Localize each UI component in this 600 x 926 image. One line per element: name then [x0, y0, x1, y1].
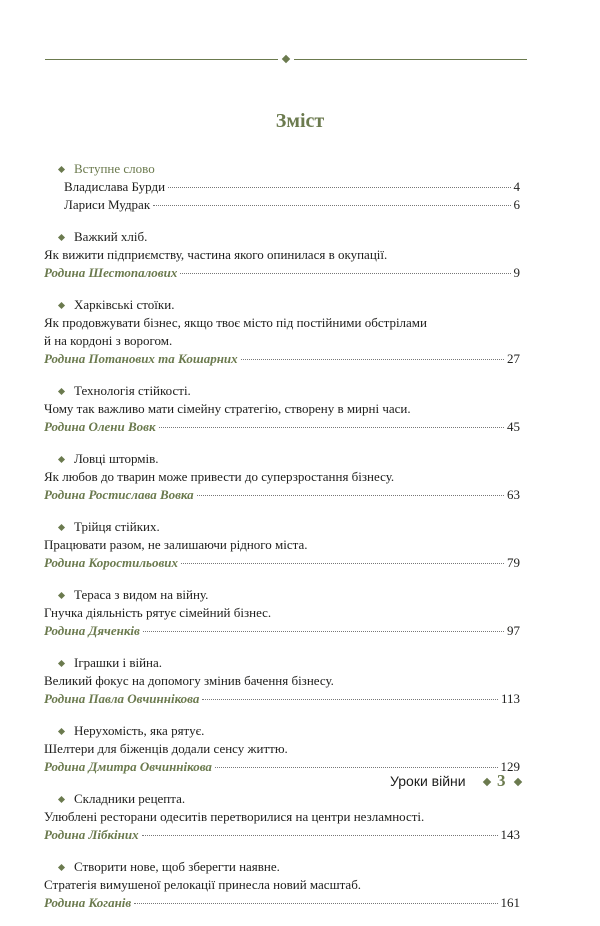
- diamond-ornament-icon: [514, 778, 522, 786]
- toc-line[interactable]: [44, 554, 520, 572]
- entry-author: Родина Коганів: [44, 895, 132, 910]
- page-number: 79: [507, 555, 520, 570]
- page-number: 9: [513, 265, 520, 280]
- dot-leader: [181, 563, 504, 564]
- diamond-ornament-icon: [282, 55, 290, 63]
- entry-heading: Створити нове, щоб зберегти наявне.: [44, 858, 520, 876]
- bullet-diamond-icon: [58, 456, 65, 463]
- bullet-diamond-icon: [58, 864, 65, 871]
- bullet-diamond-icon: [58, 660, 65, 667]
- dot-leader: [180, 273, 510, 274]
- entry-heading: Технологія стійкості.: [44, 382, 520, 400]
- entry-subtitle: Великий фокус на допомогу змінив бачення бізнесу.: [44, 673, 334, 688]
- page-number: 6: [513, 197, 520, 212]
- toc-line[interactable]: [44, 178, 520, 196]
- entry-heading: Складники рецепта.: [44, 790, 520, 808]
- page-number: 113: [500, 691, 520, 706]
- page-footer: [390, 773, 530, 793]
- entry-subtitle: Чому так важливо мати сімейну стратегію, створену в мирні часи.: [44, 401, 411, 416]
- book-title: Уроки війни: [390, 773, 466, 789]
- entry-subtitle: й на кордоні з ворогом.: [44, 333, 173, 348]
- toc-line[interactable]: [44, 196, 520, 214]
- bullet-diamond-icon: [58, 524, 65, 531]
- toc-entry[interactable]: [44, 586, 520, 640]
- entry-author: Родина Дяченків: [44, 623, 140, 638]
- entry-heading: Вступне слово: [44, 160, 520, 178]
- toc-line[interactable]: [44, 418, 520, 436]
- page-number: 4: [513, 179, 520, 194]
- entry-author: Родина Потанових та Кошарних: [44, 351, 238, 366]
- bullet-diamond-icon: [58, 592, 65, 599]
- page-number: 63: [507, 487, 520, 502]
- entry-author: Родина Дмитра Овчиннікова: [44, 759, 212, 774]
- entry-author: Родина Коростильових: [44, 555, 179, 570]
- entry-heading: Трійця стійких.: [44, 518, 520, 536]
- page-title: Зміст: [275, 110, 325, 132]
- entry-subtitle: Стратегія вимушеної релокації принесла новий масштаб.: [44, 877, 362, 892]
- entry-subtitle: Працювати разом, не залишаючи рідного міста.: [44, 537, 308, 552]
- toc-entry[interactable]: [44, 858, 520, 912]
- entry-heading: Харківські стоїки.: [44, 296, 520, 314]
- bullet-diamond-icon: [58, 796, 65, 803]
- page-number: 45: [507, 419, 520, 434]
- bullet-diamond-icon: [58, 166, 65, 173]
- entry-heading: Нерухомість, яка рятує.: [44, 722, 520, 740]
- rule-right: [294, 59, 527, 60]
- toc-entry[interactable]: [44, 790, 520, 844]
- entry-author: Родина Ростислава Вовка: [44, 487, 194, 502]
- toc-line[interactable]: [44, 894, 520, 912]
- toc-entry[interactable]: [44, 228, 520, 282]
- entry-subtitle: Улюблені ресторани одеситів перетворилися на центри незламності.: [44, 809, 425, 824]
- entry-subtitle: Як вижити підприємству, частина якого опинилася в окупації.: [44, 247, 388, 262]
- bullet-diamond-icon: [58, 728, 65, 735]
- entry-subtitle: Як продовжувати бізнес, якщо твоє місто під постійними обстрілами: [44, 315, 427, 330]
- dot-leader: [202, 699, 498, 700]
- dot-leader: [168, 187, 510, 188]
- bullet-diamond-icon: [58, 302, 65, 309]
- page-number: 161: [500, 895, 520, 910]
- bullet-diamond-icon: [58, 234, 65, 241]
- entry-author: Родина Павла Овчиннікова: [44, 691, 200, 706]
- table-of-contents: [44, 160, 520, 926]
- entry-heading: Важкий хліб.: [44, 228, 520, 246]
- page-number: 27: [507, 351, 520, 366]
- toc-line[interactable]: [44, 622, 520, 640]
- bullet-diamond-icon: [58, 388, 65, 395]
- page-number: 129: [500, 759, 520, 774]
- diamond-ornament-icon: [483, 778, 491, 786]
- toc-line[interactable]: [44, 350, 520, 368]
- dot-leader: [153, 205, 510, 206]
- page-number: 143: [500, 827, 520, 842]
- rule-left: [45, 59, 278, 60]
- toc-entry[interactable]: [44, 382, 520, 436]
- dot-leader: [215, 767, 498, 768]
- dot-leader: [159, 427, 504, 428]
- entry-heading: Ловці штормів.: [44, 450, 520, 468]
- dot-leader: [197, 495, 504, 496]
- toc-line[interactable]: [44, 264, 520, 282]
- page-number: 97: [507, 623, 520, 638]
- entry-text: Лариси Мудрак: [64, 197, 151, 212]
- entry-author: Родина Лібкіних: [44, 827, 139, 842]
- toc-entry[interactable]: [44, 722, 520, 776]
- toc-entry[interactable]: [44, 654, 520, 708]
- toc-line[interactable]: [44, 826, 520, 844]
- entry-subtitle: Як любов до тварин може привести до суперзростання бізнесу.: [44, 469, 395, 484]
- dot-leader: [241, 359, 504, 360]
- entry-author: Родина Олени Вовк: [44, 419, 156, 434]
- entry-author: Родина Шестопалових: [44, 265, 178, 280]
- entry-subtitle: Шелтери для біженців додали сенсу життю.: [44, 741, 288, 756]
- toc-entry[interactable]: [44, 450, 520, 504]
- entry-text: Владислава Бурди: [64, 179, 166, 194]
- toc-entry[interactable]: [44, 296, 520, 368]
- entry-subtitle: Гнучка діяльність рятує сімейний бізнес.: [44, 605, 272, 620]
- toc-entry[interactable]: [44, 518, 520, 572]
- dot-leader: [142, 835, 498, 836]
- toc-entry-intro: [44, 160, 520, 214]
- toc-line[interactable]: [44, 486, 520, 504]
- dot-leader: [134, 903, 497, 904]
- entry-heading: Тераса з видом на війну.: [44, 586, 520, 604]
- dot-leader: [143, 631, 504, 632]
- page-number: 3: [497, 771, 506, 790]
- entry-heading: Іграшки і війна.: [44, 654, 520, 672]
- toc-line[interactable]: [44, 690, 520, 708]
